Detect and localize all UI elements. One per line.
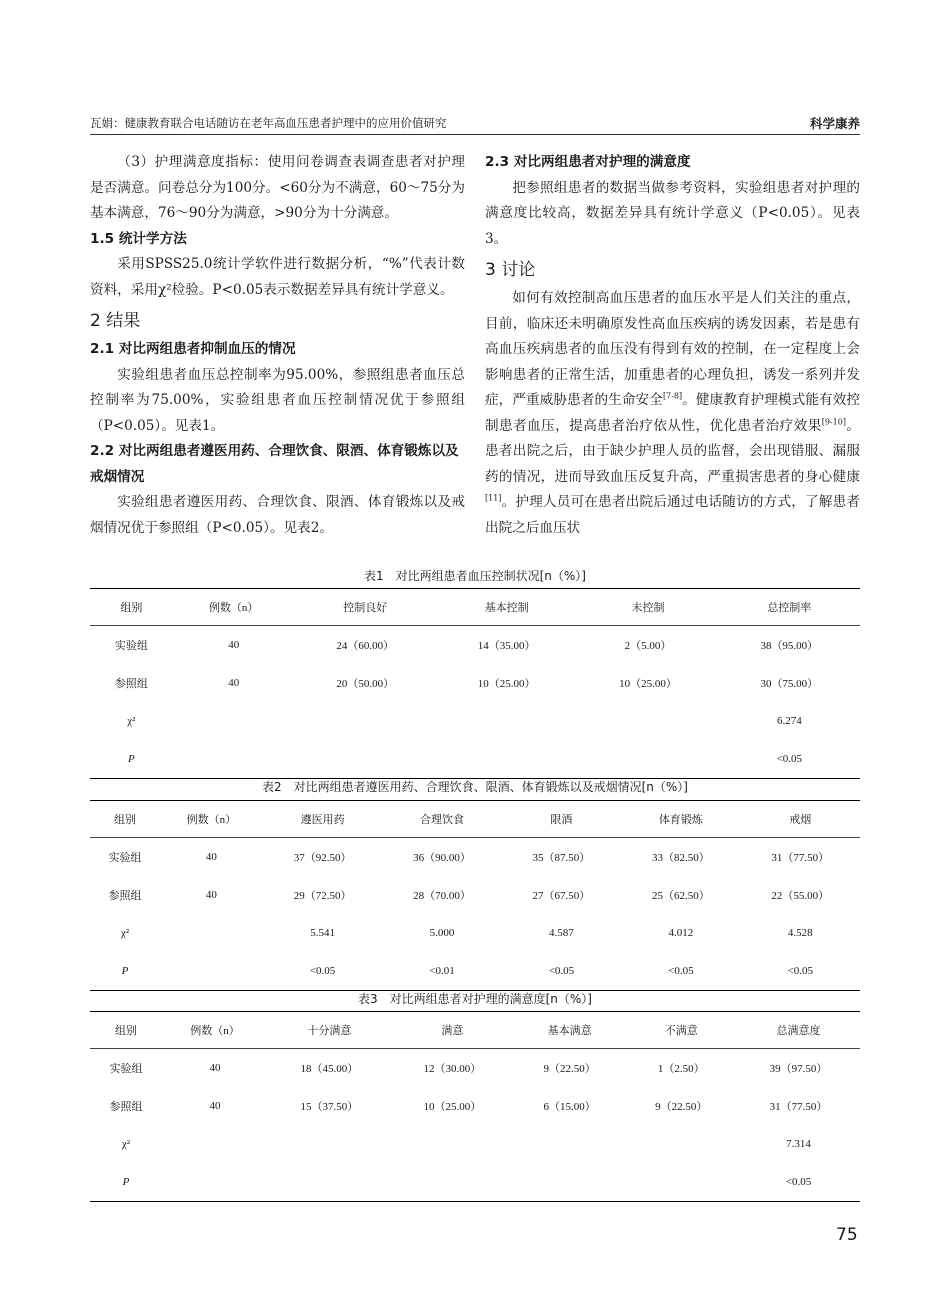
table1-cell: 20（50.00） — [336, 678, 395, 690]
table1-cell: 40 — [228, 677, 240, 689]
table1-cell: 2（5.00） — [624, 640, 672, 652]
table1-cell: 10（25.00） — [619, 678, 677, 690]
table3-cell — [162, 1125, 268, 1163]
table3-cell: 9（22.50） — [543, 1063, 596, 1075]
table3-cell — [162, 1163, 268, 1202]
table2-cell: 31（77.50） — [771, 852, 830, 864]
table2-cell: 22（55.00） — [771, 890, 830, 902]
table3-header-cell: 十分满意 — [268, 1012, 391, 1049]
table3 — [90, 1011, 860, 1202]
citation-7-8: [7-8] — [662, 391, 683, 401]
table3-header-row — [90, 1012, 860, 1049]
table3-cell: 15（37.50） — [300, 1101, 359, 1113]
table1 — [90, 588, 860, 779]
table3-cell — [514, 1125, 626, 1163]
table3-cell — [268, 1125, 391, 1163]
table2-row — [90, 876, 860, 914]
table3-cell — [268, 1163, 391, 1202]
table1-header-cell: 控制良好 — [295, 589, 436, 626]
table1-header-row — [90, 589, 860, 626]
table3-cell — [391, 1163, 514, 1202]
table2-cell — [160, 914, 263, 952]
table1-cell: 参照组 — [114, 678, 148, 690]
journal-name: 科学康养 — [809, 116, 860, 131]
table2-cell: 27（67.50） — [532, 890, 591, 902]
table1-cell: 24（60.00） — [336, 640, 395, 652]
table1-cell — [436, 740, 577, 779]
table2-cell: 4.528 — [787, 927, 813, 939]
table2-cell: <0.05 — [263, 952, 382, 991]
table3-cell: 7.314 — [786, 1138, 811, 1150]
table2-cell: 28（70.00） — [413, 890, 471, 902]
table3-cell: 40 — [209, 1100, 221, 1112]
table2-cell: 36（90.00） — [413, 852, 471, 864]
table1-row — [90, 702, 860, 740]
heading-1-5: 1.5 统计学方法 — [90, 230, 187, 247]
table3-cell: 40 — [209, 1062, 221, 1074]
table3-header-cell: 总满意度 — [737, 1012, 860, 1049]
table2-header-cell: 合理饮食 — [382, 801, 501, 838]
paragraph-discussion — [485, 286, 860, 541]
table3-caption: 表3 对比两组患者对护理的满意度[n（%）] — [357, 992, 592, 1006]
table2-cell: 29（72.50） — [293, 890, 352, 902]
table1-cell — [173, 702, 295, 740]
table1-cell: 40 — [228, 639, 240, 651]
table3-cell: 9（22.50） — [655, 1101, 708, 1113]
table3-cell — [514, 1163, 626, 1202]
table3-cell: χ² — [121, 1138, 131, 1150]
table3-row — [90, 1125, 860, 1163]
table1-header-cell: 组别 — [90, 589, 173, 626]
table2-cell: 37（92.50） — [293, 852, 352, 864]
citation-9-10: [9-10] — [821, 416, 846, 426]
heading-2-2: 2.2 对比两组患者遵医用药、合理饮食、限酒、体育锻炼以及戒烟情况 — [90, 443, 459, 485]
table2-row — [90, 838, 860, 877]
table3-cell: 实验组 — [109, 1063, 143, 1075]
table2-header-cell: 戒烟 — [741, 801, 860, 838]
table1-cell: 14（35.00） — [477, 640, 536, 652]
table1-cell: <0.05 — [719, 740, 860, 779]
table3-cell: 39（97.50） — [769, 1063, 828, 1075]
discussion-text-c: 。患者出院之后，由于缺少护理人员的监督，会出现错服、漏服药的情况，进而导致血压反复升高，严重损害患者的身心健康 — [485, 417, 860, 485]
paragraph-statistics: 采用SPSS25.0统计学软件进行数据分析，“%”代表计数资料，采用χ²检验。P<0.05表示数据差异具有统计学意义。 — [90, 256, 465, 298]
heading-2-1: 2.1 对比两组患者抑制血压的情况 — [90, 341, 296, 357]
table2-cell: 33（82.50） — [651, 852, 710, 864]
table2-cell: 实验组 — [108, 852, 142, 864]
table3-cell: 12（30.00） — [423, 1063, 482, 1075]
table2-cell: 25（62.50） — [651, 890, 710, 902]
table2-cell: 参照组 — [108, 890, 142, 902]
table1-cell — [577, 740, 718, 779]
table2-cell: χ² — [120, 927, 130, 939]
table2-header-cell: 体育锻炼 — [621, 801, 740, 838]
right-column — [485, 150, 860, 541]
table2-cell: 35（87.50） — [532, 852, 591, 864]
table1-header-cell: 总控制率 — [719, 589, 860, 626]
table1-cell: 实验组 — [114, 640, 148, 652]
table1-row — [90, 626, 860, 665]
heading-3-discussion: 3 讨论 — [485, 260, 536, 280]
table2-cell: 4.587 — [549, 927, 574, 939]
table2-cell: <0.05 — [502, 952, 621, 991]
table1-row — [90, 664, 860, 702]
heading-2-results: 2 结果 — [90, 311, 141, 331]
left-column — [90, 150, 465, 541]
table2-header-cell: 限酒 — [502, 801, 621, 838]
table3-cell: P — [90, 1163, 162, 1202]
table1-header-cell: 例数（n） — [173, 589, 295, 626]
table2-row — [90, 914, 860, 952]
table2-caption: 表2 对比两组患者遵医用药、合理饮食、限酒、体育锻炼以及戒烟情况[n（%）] — [261, 780, 688, 794]
table1-cell: 10（25.00） — [477, 678, 536, 690]
table2-cell: P — [90, 952, 160, 991]
discussion-text-a: 如何有效控制高血压患者的血压水平是人们关注的重点，目前，临床还未明确原发性高血压疾病的诱发因素，若是患有高血压疾病患者的血压没有得到有效的控制，在一定程度上会影响患者的正常生活，加重患者的心理负担，诱发一系列并发症，严重威胁患者的生命安全 — [485, 290, 860, 408]
table3-cell: 31（77.50） — [769, 1101, 828, 1113]
table1-row — [90, 740, 860, 779]
table3-cell: 1（2.50） — [657, 1063, 705, 1075]
heading-2-3: 2.3 对比两组患者对护理的满意度 — [485, 154, 691, 170]
table3-header-cell: 满意 — [391, 1012, 514, 1049]
table3-cell: 10（25.00） — [423, 1101, 482, 1113]
table3-row — [90, 1087, 860, 1125]
table1-cell: χ² — [127, 715, 136, 727]
table1-cell: 30（75.00） — [760, 678, 819, 690]
paragraph-satisfaction-indicator: （3）护理满意度指标：使用问卷调查表调查患者对护理是否满意。问卷总分为100分。<60分为不满意，60～75分为基本满意，76～90分为满意，>90分为十分满意。 — [90, 154, 465, 221]
table3-cell — [625, 1163, 737, 1202]
table2-cell: 40 — [205, 889, 217, 901]
table2-cell: <0.01 — [382, 952, 501, 991]
table1-cell — [577, 702, 718, 740]
paragraph-2-2: 实验组患者遵医用药、合理饮食、限酒、体育锻炼以及戒烟情况优于参照组（P<0.05）。见表2。 — [90, 494, 465, 536]
table2-cell: <0.05 — [741, 952, 860, 991]
table3-cell: <0.05 — [737, 1163, 860, 1202]
table3-cell: 18（45.00） — [300, 1063, 359, 1075]
table3-header-cell: 基本满意 — [514, 1012, 626, 1049]
paragraph-2-1: 实验组患者血压总控制率为95.00%，参照组患者血压总控制率为75.00%，实验组患者血压控制情况优于参照组（P<0.05）。见表1。 — [90, 366, 465, 434]
table2-cell: 40 — [205, 851, 217, 863]
table2-header-row — [90, 801, 860, 838]
table1-cell: P — [90, 740, 173, 779]
discussion-text-d: 。护理人员可在患者出院后通过电话随访的方式，了解患者出院之后血压状 — [485, 494, 860, 536]
table2-cell — [160, 952, 263, 991]
table2 — [90, 800, 860, 991]
table1-caption: 表1 对比两组患者血压控制状况[n（%）] — [363, 569, 586, 583]
table1-cell — [173, 740, 295, 779]
table2-header-cell: 例数（n） — [160, 801, 263, 838]
table1-cell — [295, 740, 436, 779]
table1-cell: 6.274 — [776, 715, 802, 727]
table3-cell: 参照组 — [109, 1101, 143, 1113]
table1-header-cell: 未控制 — [577, 589, 718, 626]
running-header — [90, 112, 860, 135]
table1-cell — [436, 702, 577, 740]
table1-cell: 38（95.00） — [760, 640, 819, 652]
table3-row — [90, 1163, 860, 1202]
table3-cell — [391, 1125, 514, 1163]
table2-header-cell: 组别 — [90, 801, 160, 838]
running-header-title: 瓦娟：健康教育联合电话随访在老年高血压患者护理中的应用价值研究 — [90, 118, 447, 130]
table3-header-cell: 组别 — [90, 1012, 162, 1049]
table1-cell — [295, 702, 436, 740]
discussion-text-b: 。健康教育护理模式能有效控制患者血压，提高患者治疗依从性，优化患者治疗效果 — [485, 392, 860, 434]
table2-header-cell: 遵医用药 — [263, 801, 382, 838]
table2-cell: 5.000 — [429, 927, 455, 939]
table3-row — [90, 1049, 860, 1088]
table3-cell: 6（15.00） — [543, 1101, 596, 1113]
table2-cell: 5.541 — [310, 927, 335, 939]
table2-row — [90, 952, 860, 991]
table2-cell: <0.05 — [621, 952, 740, 991]
table2-cell: 4.012 — [668, 927, 694, 939]
table3-header-cell: 不满意 — [625, 1012, 737, 1049]
paragraph-2-3: 把参照组患者的数据当做参考资料，实验组患者对护理的满意度比较高，数据差异具有统计学意义（P<0.05）。见表3。 — [485, 179, 860, 247]
table3-cell — [625, 1125, 737, 1163]
page-number: 75 — [836, 1225, 858, 1245]
citation-11: [11] — [485, 493, 502, 503]
table3-header-cell: 例数（n） — [162, 1012, 268, 1049]
table1-header-cell: 基本控制 — [436, 589, 577, 626]
